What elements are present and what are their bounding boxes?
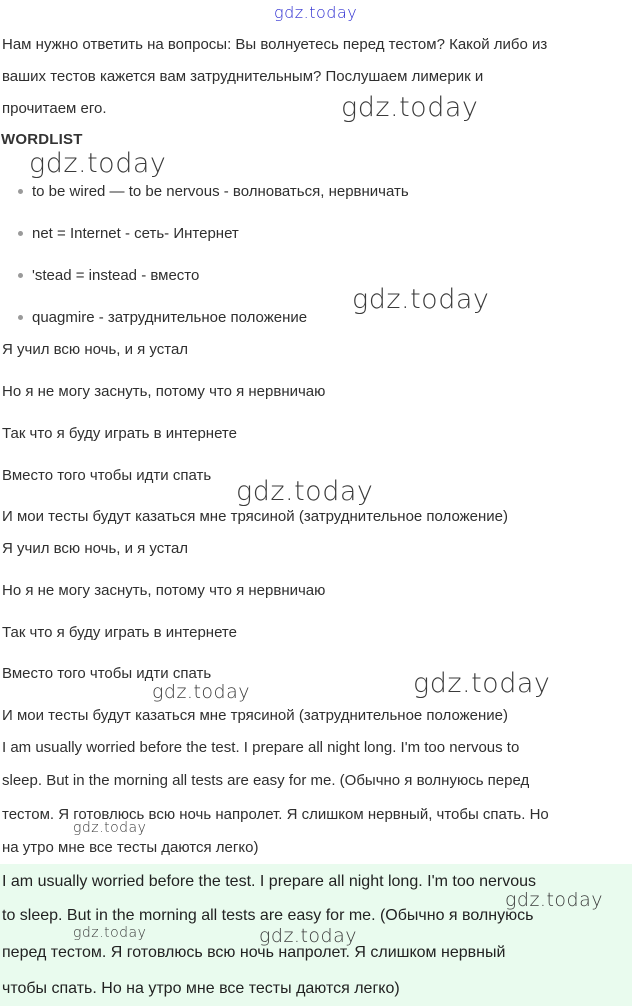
wordlist-item	[18, 266, 199, 286]
poem-line: Я учил всю ночь, и я устал	[2, 540, 189, 557]
answer-line: I am usually worried before the test. I prepare all night long. I'm too nervous	[2, 873, 536, 890]
wordlist-item-text: to be wired — to be nervous - волноваться, нервничать	[32, 183, 409, 200]
poem-line: Так что я буду играть в интернете	[2, 425, 237, 442]
poem-line: Так что я буду играть в интернете	[2, 624, 237, 641]
wordlist-item-text: quagmire - затруднительное положение	[32, 309, 308, 326]
wordlist-item	[18, 182, 409, 202]
poem-line: И мои тесты будут казаться мне трясиной (затруднительное положение)	[2, 707, 509, 724]
wordlist-heading: WORDLIST	[1, 131, 83, 148]
watermark: gdz.today	[505, 889, 603, 911]
poem-line: Но я не могу заснуть, потому что я нервничаю	[2, 383, 326, 400]
watermark: gdz.today	[236, 476, 374, 507]
intro-line: ваших тестов кажется вам затруднительным? Послушаем лимерик и	[2, 68, 484, 85]
bullet-icon	[18, 189, 23, 194]
answer-line: чтобы спать. Но на утро мне все тесты даются легко)	[2, 980, 400, 997]
intro-line: прочитаем его.	[2, 100, 107, 117]
watermark: gdz.today	[274, 3, 358, 22]
bullet-icon	[18, 273, 23, 278]
bullet-icon	[18, 315, 23, 320]
watermark: gdz.today	[341, 92, 479, 123]
poem-line: И мои тесты будут казаться мне трясиной (затруднительное положение)	[2, 508, 509, 525]
watermark: gdz.today	[413, 668, 551, 699]
wordlist-item-text: net = Internet - сеть- Интернет	[32, 225, 239, 242]
answer-line: перед тестом. Я готовлюсь всю ночь напролет. Я слишком нервный	[2, 944, 506, 961]
paragraph-line: на утро мне все тесты даются легко)	[2, 839, 259, 856]
poem-line: Вместо того чтобы идти спать	[2, 665, 212, 682]
wordlist-item-text: 'stead = instead - вместо	[32, 267, 200, 284]
bullet-icon	[18, 231, 23, 236]
intro-line: Нам нужно ответить на вопросы: Вы волнуетесь перед тестом? Какой либо из	[2, 36, 548, 53]
watermark: gdz.today	[73, 820, 147, 836]
watermark: gdz.today	[29, 148, 167, 179]
wordlist-item	[18, 308, 307, 328]
paragraph-line: I am usually worried before the test. I prepare all night long. I'm too nervous to	[2, 739, 520, 756]
paragraph-line: sleep. But in the morning all tests are easy for me. (Обычно я волнуюсь перед	[2, 772, 530, 789]
poem-line: Я учил всю ночь, и я устал	[2, 341, 189, 358]
answer-block	[0, 864, 632, 1006]
wordlist-item	[18, 224, 239, 244]
paragraph-line: тестом. Я готовлюсь всю ночь напролет. Я слишком нервный, чтобы спать. Но	[2, 806, 549, 823]
poem-line: Вместо того чтобы идти спать	[2, 467, 212, 484]
watermark: gdz.today	[259, 925, 357, 947]
watermark: gdz.today	[73, 925, 147, 941]
poem-line: Но я не могу заснуть, потому что я нервничаю	[2, 582, 326, 599]
answer-line: to sleep. But in the morning all tests are easy for me. (Обычно я волнуюсь	[2, 907, 534, 924]
watermark: gdz.today	[352, 284, 490, 315]
watermark: gdz.today	[152, 681, 250, 703]
